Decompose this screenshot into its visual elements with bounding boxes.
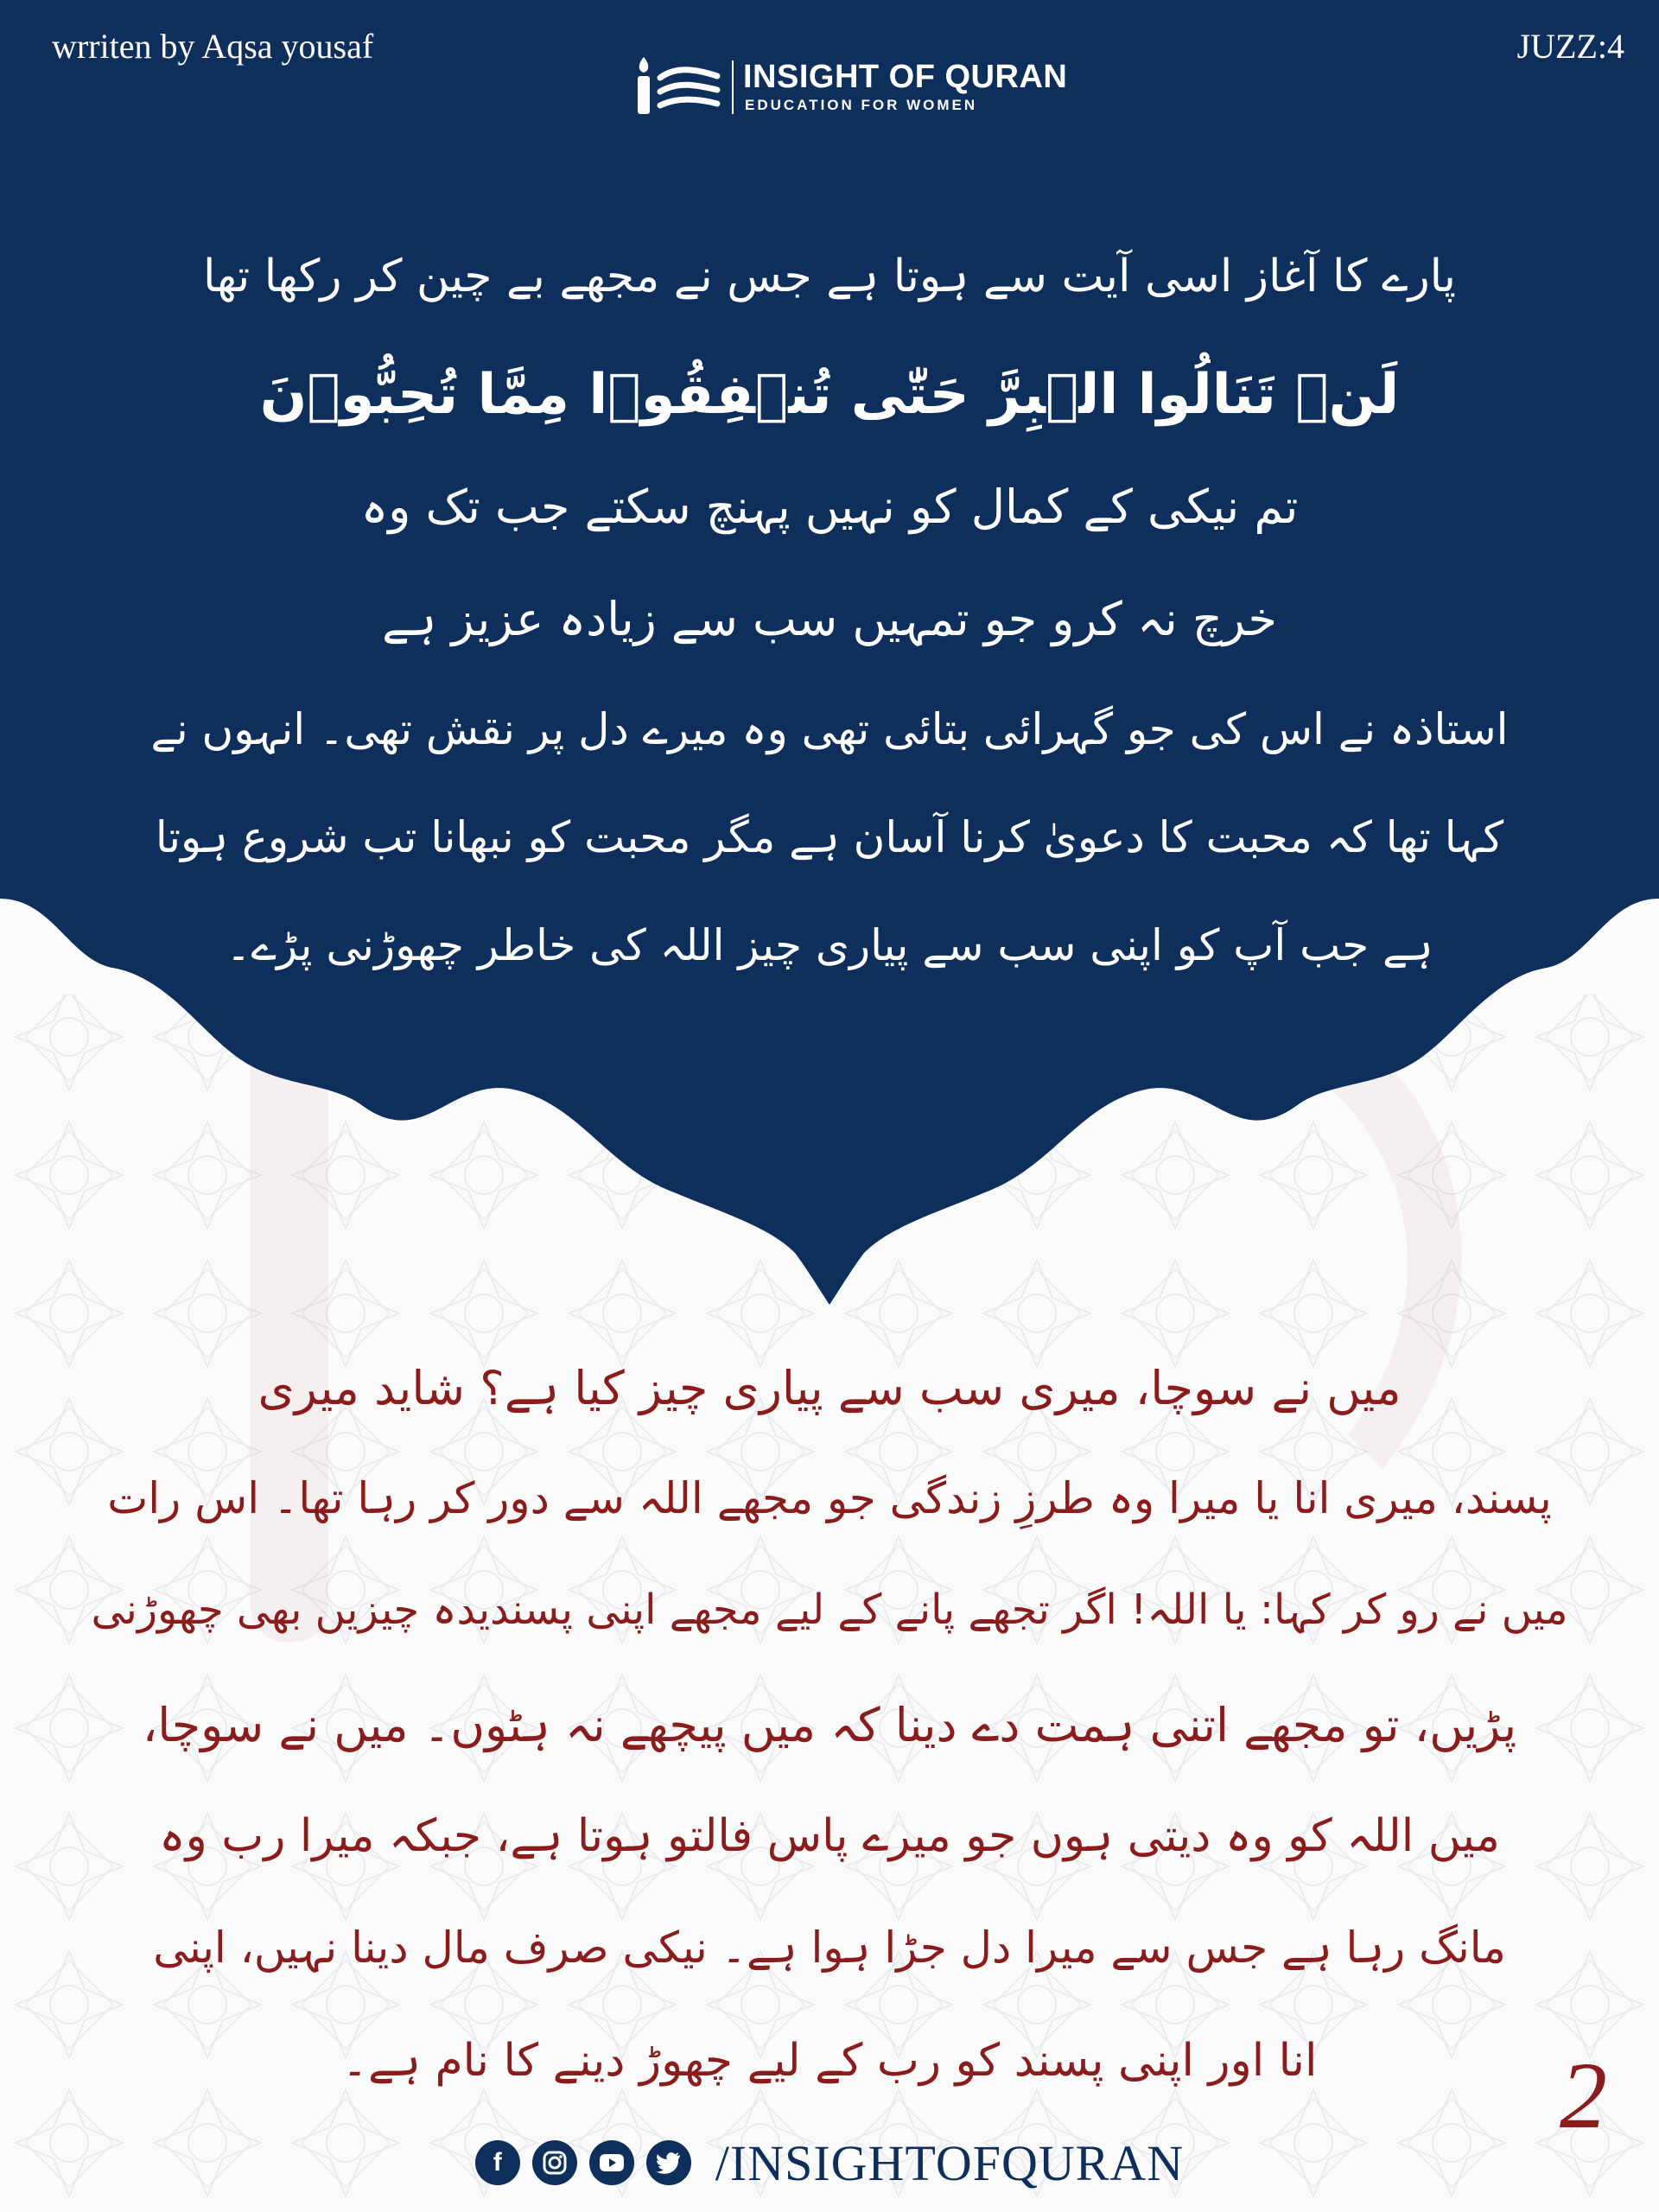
paragraph-line: استاذہ نے اس کی جو گہرائی بتائی تھی وہ میرے دل پر نقش تھی۔ انہوں نے — [150, 704, 1509, 754]
body-line: انا اور اپنی پسند کو رب کے لیے چھوڑ دینے کا نام ہے۔ — [341, 2035, 1318, 2087]
body-line: میں نے رو کر کہا: یا اللہ! اگر تجھے پانے کے لیے مجھے اپنی پسندیدہ چیزیں بھی چھوڑنی — [91, 1586, 1568, 1634]
page-number: 2 — [1560, 2043, 1607, 2148]
body-line: میں اللہ کو وہ دیتی ہوں جو میرے پاس فالتو ہوتا ہے، جبکہ میرا رب وہ — [159, 1810, 1500, 1862]
logo-mark-icon — [631, 52, 734, 121]
social-footer — [0, 2133, 1659, 2193]
body-line: پسند، میری انا یا میرا وہ طرزِ زندگی جو مجھے اللہ سے دور کر رہا تھا۔ اس رات — [107, 1473, 1552, 1523]
author-credit: wrriten by Aqsa yousaf — [52, 27, 374, 66]
instagram-icon[interactable] — [532, 2140, 577, 2185]
paragraph-line: ہے جب آپ کو اپنی سب سے پیاری چیز اللہ کی خاطر چھوڑنی پڑے۔ — [226, 920, 1433, 970]
ayah: لَنۡ تَنَالُوا الۡبِرَّ حَتّٰى تُنۡفِقُوۡا مِمَّا تُحِبُّوۡنَ — [259, 363, 1400, 427]
logo-subtitle: EDUCATION FOR WOMEN — [745, 97, 978, 113]
logo-title: INSIGHT OF QURAN — [743, 59, 1068, 95]
juzz-label: JUZZ:4 — [1516, 27, 1624, 66]
body-line: میں نے سوچا، میری سب سے پیاری چیز کیا ہے؟ شاید میری — [257, 1361, 1402, 1415]
facebook-icon[interactable]: f — [475, 2140, 520, 2185]
translation-line: خرچ نہ کرو جو تمہیں سب سے زیادہ عزیز ہے — [382, 592, 1277, 646]
intro-line: پارے کا آغاز اسی آیت سے ہوتا ہے جس نے مجھے بے چین کر رکھا تھا — [202, 251, 1456, 302]
body-line: پڑیں، تو مجھے اتنی ہمت دے دینا کہ میں پیچھے نہ ہٹوں۔ میں نے سوچا، — [142, 1698, 1517, 1752]
logo — [631, 52, 1068, 121]
social-handle[interactable]: /INSIGHTOFQURAN — [715, 2134, 1185, 2191]
twitter-icon[interactable] — [646, 2140, 691, 2185]
paragraph-line: کہا تھا کہ محبت کا دعویٰ کرنا آسان ہے مگر محبت کو نبھانا تب شروع ہوتا — [155, 812, 1504, 862]
body-line: مانگ رہا ہے جس سے میرا دل جڑا ہوا ہے۔ نیکی صرف مال دینا نہیں، اپنی — [153, 1923, 1506, 1973]
youtube-icon[interactable] — [589, 2140, 634, 2185]
translation-line: تم نیکی کے کمال کو نہیں پہنچ سکتے جب تک وہ — [360, 480, 1299, 534]
